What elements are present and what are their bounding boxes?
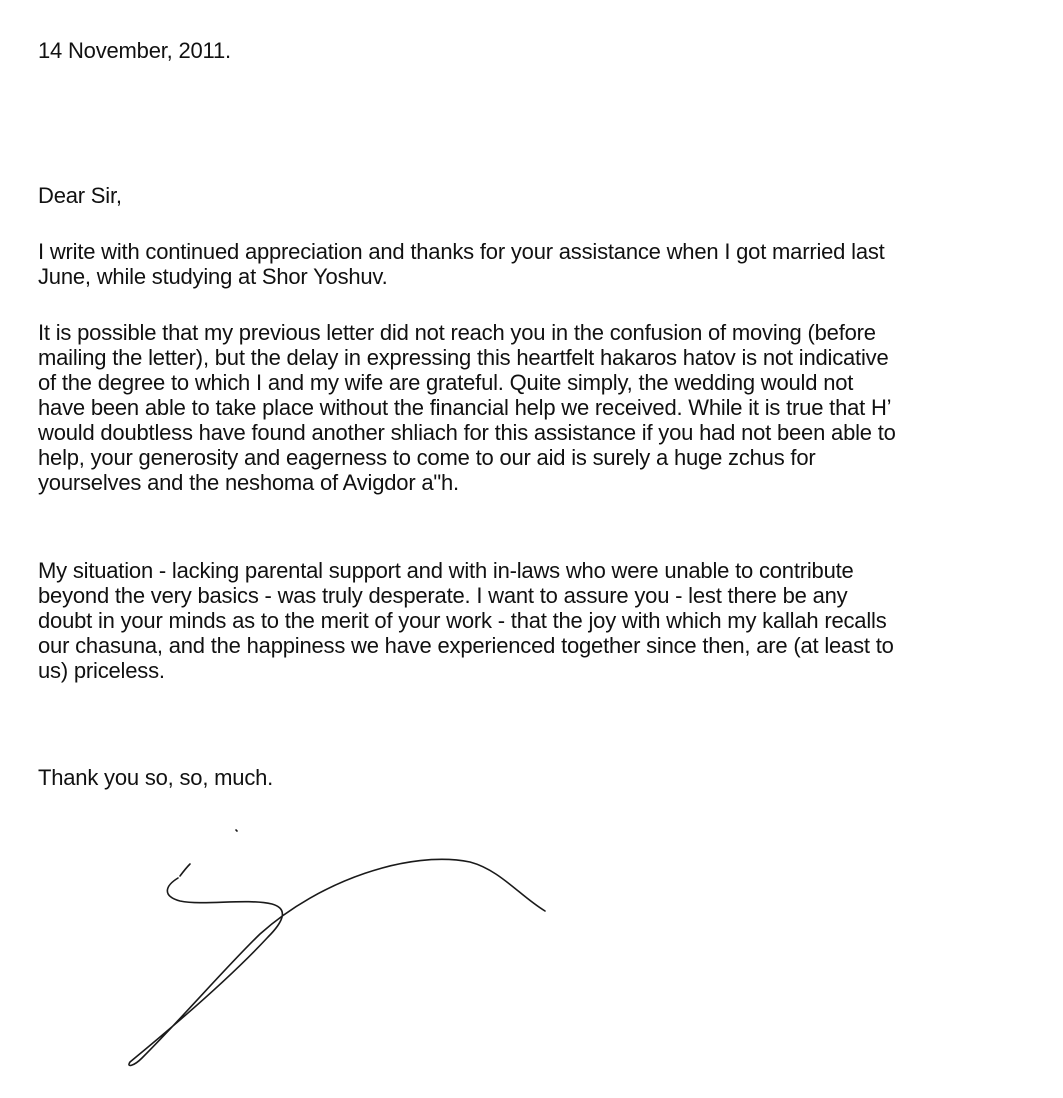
paragraph-line: our chasuna, and the happiness we have experienced together since then, are (at least to [38,633,894,658]
paragraph-line: yourselves and the neshoma of Avigdor a"h. [38,470,459,495]
paragraph-line: of the degree to which I and my wife are grateful. Quite simply, the wedding would not [38,370,854,395]
paragraph-line: June, while studying at Shor Yoshuv. [38,264,388,289]
paragraph-line: would doubtless have found another shliach for this assistance if you had not been able to [38,420,896,445]
closing-line: Thank you so, so, much. [38,765,274,790]
paragraph-line: I write with continued appreciation and thanks for your assistance when I got married last [38,239,885,264]
paragraph-line: help, your generosity and eagerness to come to our aid is surely a huge zchus for [38,445,816,470]
paragraph-1 [38,239,885,289]
salutation: Dear Sir, [38,183,122,208]
paragraph-line: us) priceless. [38,658,165,683]
letter-date: 14 November, 2011. [38,38,231,63]
paragraph-line: My situation - lacking parental support and with in-laws who were unable to contribute [38,558,854,583]
paragraph-line: doubt in your minds as to the merit of your work - that the joy with which my kallah recalls [38,608,887,633]
signature-loop [129,859,545,1065]
paragraph-line: beyond the very basics - was truly desperate. I want to assure you - lest there be any [38,583,848,608]
paragraph-line: It is possible that my previous letter did not reach you in the confusion of moving (before [38,320,876,345]
paragraph-line: mailing the letter), but the delay in expressing this heartfelt hakaros hatov is not indicative [38,345,889,370]
signature-dot [236,830,237,831]
paragraph-3 [38,558,894,683]
paragraph-line: have been able to take place without the financial help we received. While it is true that H’ [38,395,892,420]
signature-tick [180,864,190,876]
paragraph-2 [38,320,896,495]
